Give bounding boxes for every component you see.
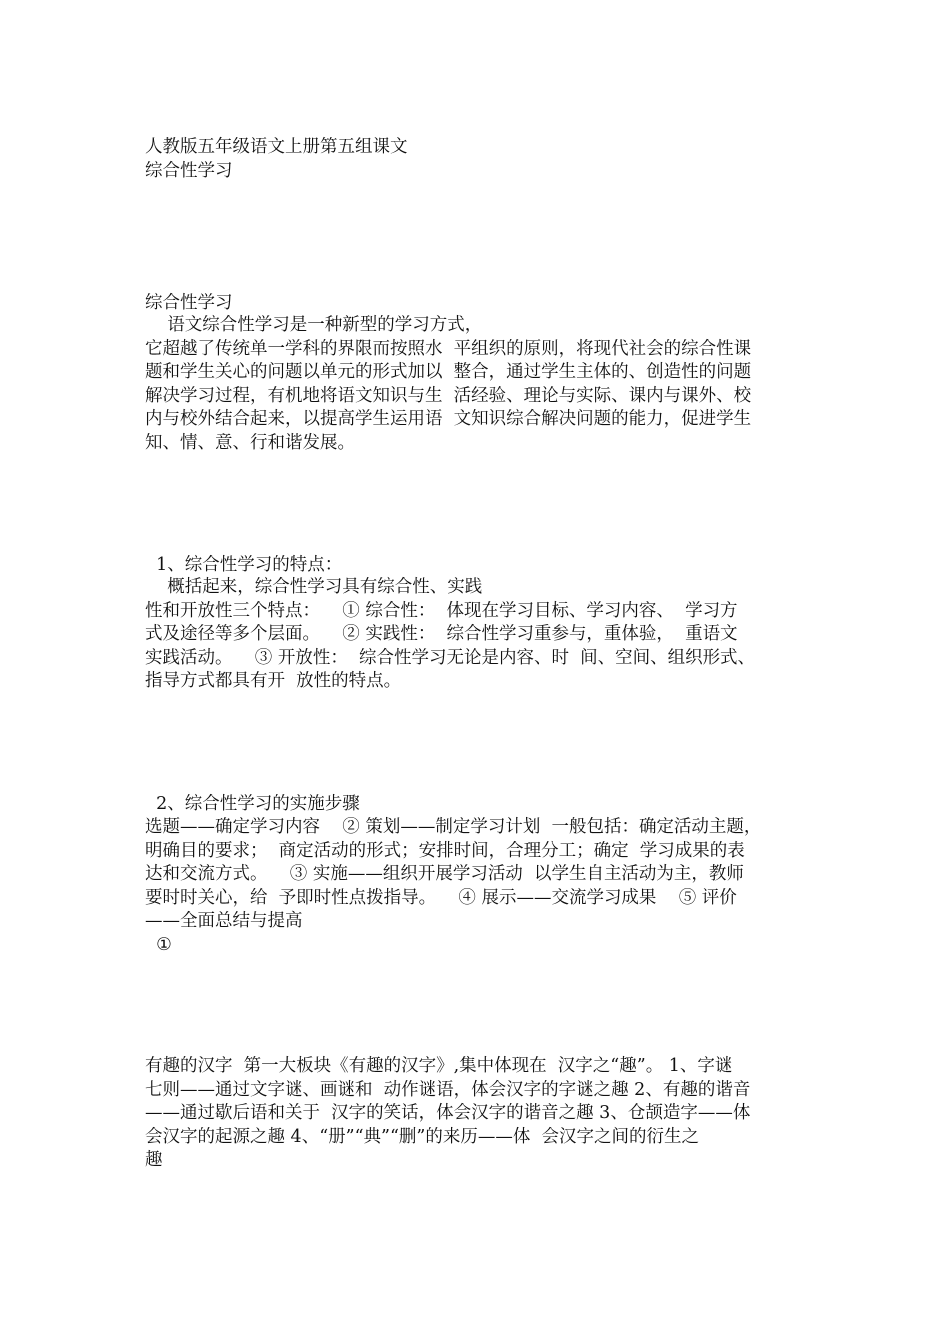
document-title: 人教版五年级语文上册第五组课文 [145, 137, 408, 157]
paragraph-line: ① [145, 934, 172, 955]
paragraph-line: 知、情、意、行和谐发展。 [145, 432, 355, 453]
paragraph-line: 明确目的要求； 商定活动的形式；安排时间，合理分工；确定 学习成果的表 [145, 840, 745, 861]
paragraph-line: 它超越了传统单一学科的界限而按照水 平组织的原则，将现代社会的综合性课 [145, 338, 752, 359]
paragraph-line: 要时时关心，给 予即时性点拨指导。 ④ 展示——交流学习成果 ⑤ 评价 [145, 887, 737, 908]
paragraph-line: 实践活动。 ③ 开放性： 综合性学习无论是内容、时 间、空间、组织形式、 [145, 647, 756, 668]
paragraph-line: 题和学生关心的问题以单元的形式加以 整合，通过学生主体的、创造性的问题 [145, 362, 752, 382]
section-hanzi-body [145, 1055, 825, 1173]
paragraph-line: 式及途径等多个层面。 ② 实践性： 综合性学习重参与，重体验， 重语文 [145, 624, 738, 644]
section-steps-body [145, 816, 825, 957]
paragraph-line: 选题——确定学习内容 ② 策划——制定学习计划 一般包括：确定活动主题， [145, 817, 762, 837]
section-intro-body [145, 314, 825, 455]
section-features-body [145, 576, 825, 694]
section-steps-heading: 2、综合性学习的实施步骤 [145, 794, 360, 814]
paragraph-line: ——全面总结与提高 [145, 911, 303, 931]
section-intro-heading: 综合性学习 [145, 293, 233, 313]
paragraph-line: 有趣的汉字 第一大板块《有趣的汉字》,集中体现在 汉字之“趣”。 1、字谜 [145, 1056, 733, 1076]
paragraph-line: 会汉字的起源之趣 4、“册”“典”“删”的来历——体 会汉字之间的衍生之 [145, 1126, 699, 1147]
paragraph-line: ——通过歇后语和关于 汉字的笑话，体会汉字的谐音之趣 3、仓颉造字——体 [145, 1103, 751, 1123]
section-features-heading: 1、综合性学习的特点： [145, 555, 343, 575]
paragraph-line: 概括起来，综合性学习具有综合性、实践 [145, 577, 483, 597]
paragraph-line: 解决学习过程，有机地将语文知识与生 活经验、理论与实际、课内与课外、校 [145, 385, 752, 406]
paragraph-line: 性和开放性三个特点： ① 综合性： 体现在学习目标、学习内容、 学习方 [145, 600, 738, 621]
document-subtitle: 综合性学习 [145, 161, 233, 181]
paragraph-line: 七则——通过文字谜、画谜和 动作谜语，体会汉字的字谜之趣 2、有趣的谐音 [145, 1079, 751, 1100]
paragraph-line: 指导方式都具有开 放性的特点。 [145, 671, 402, 691]
paragraph-line: 内与校外结合起来，以提高学生运用语 文知识综合解决问题的能力，促进学生 [145, 409, 752, 429]
paragraph-line: 达和交流方式。 ③ 实施——组织开展学习活动 以学生自主活动为主，教师 [145, 864, 744, 884]
paragraph-line: 趣 [145, 1150, 163, 1170]
paragraph-line: 语文综合性学习是一种新型的学习方式， [145, 315, 483, 335]
